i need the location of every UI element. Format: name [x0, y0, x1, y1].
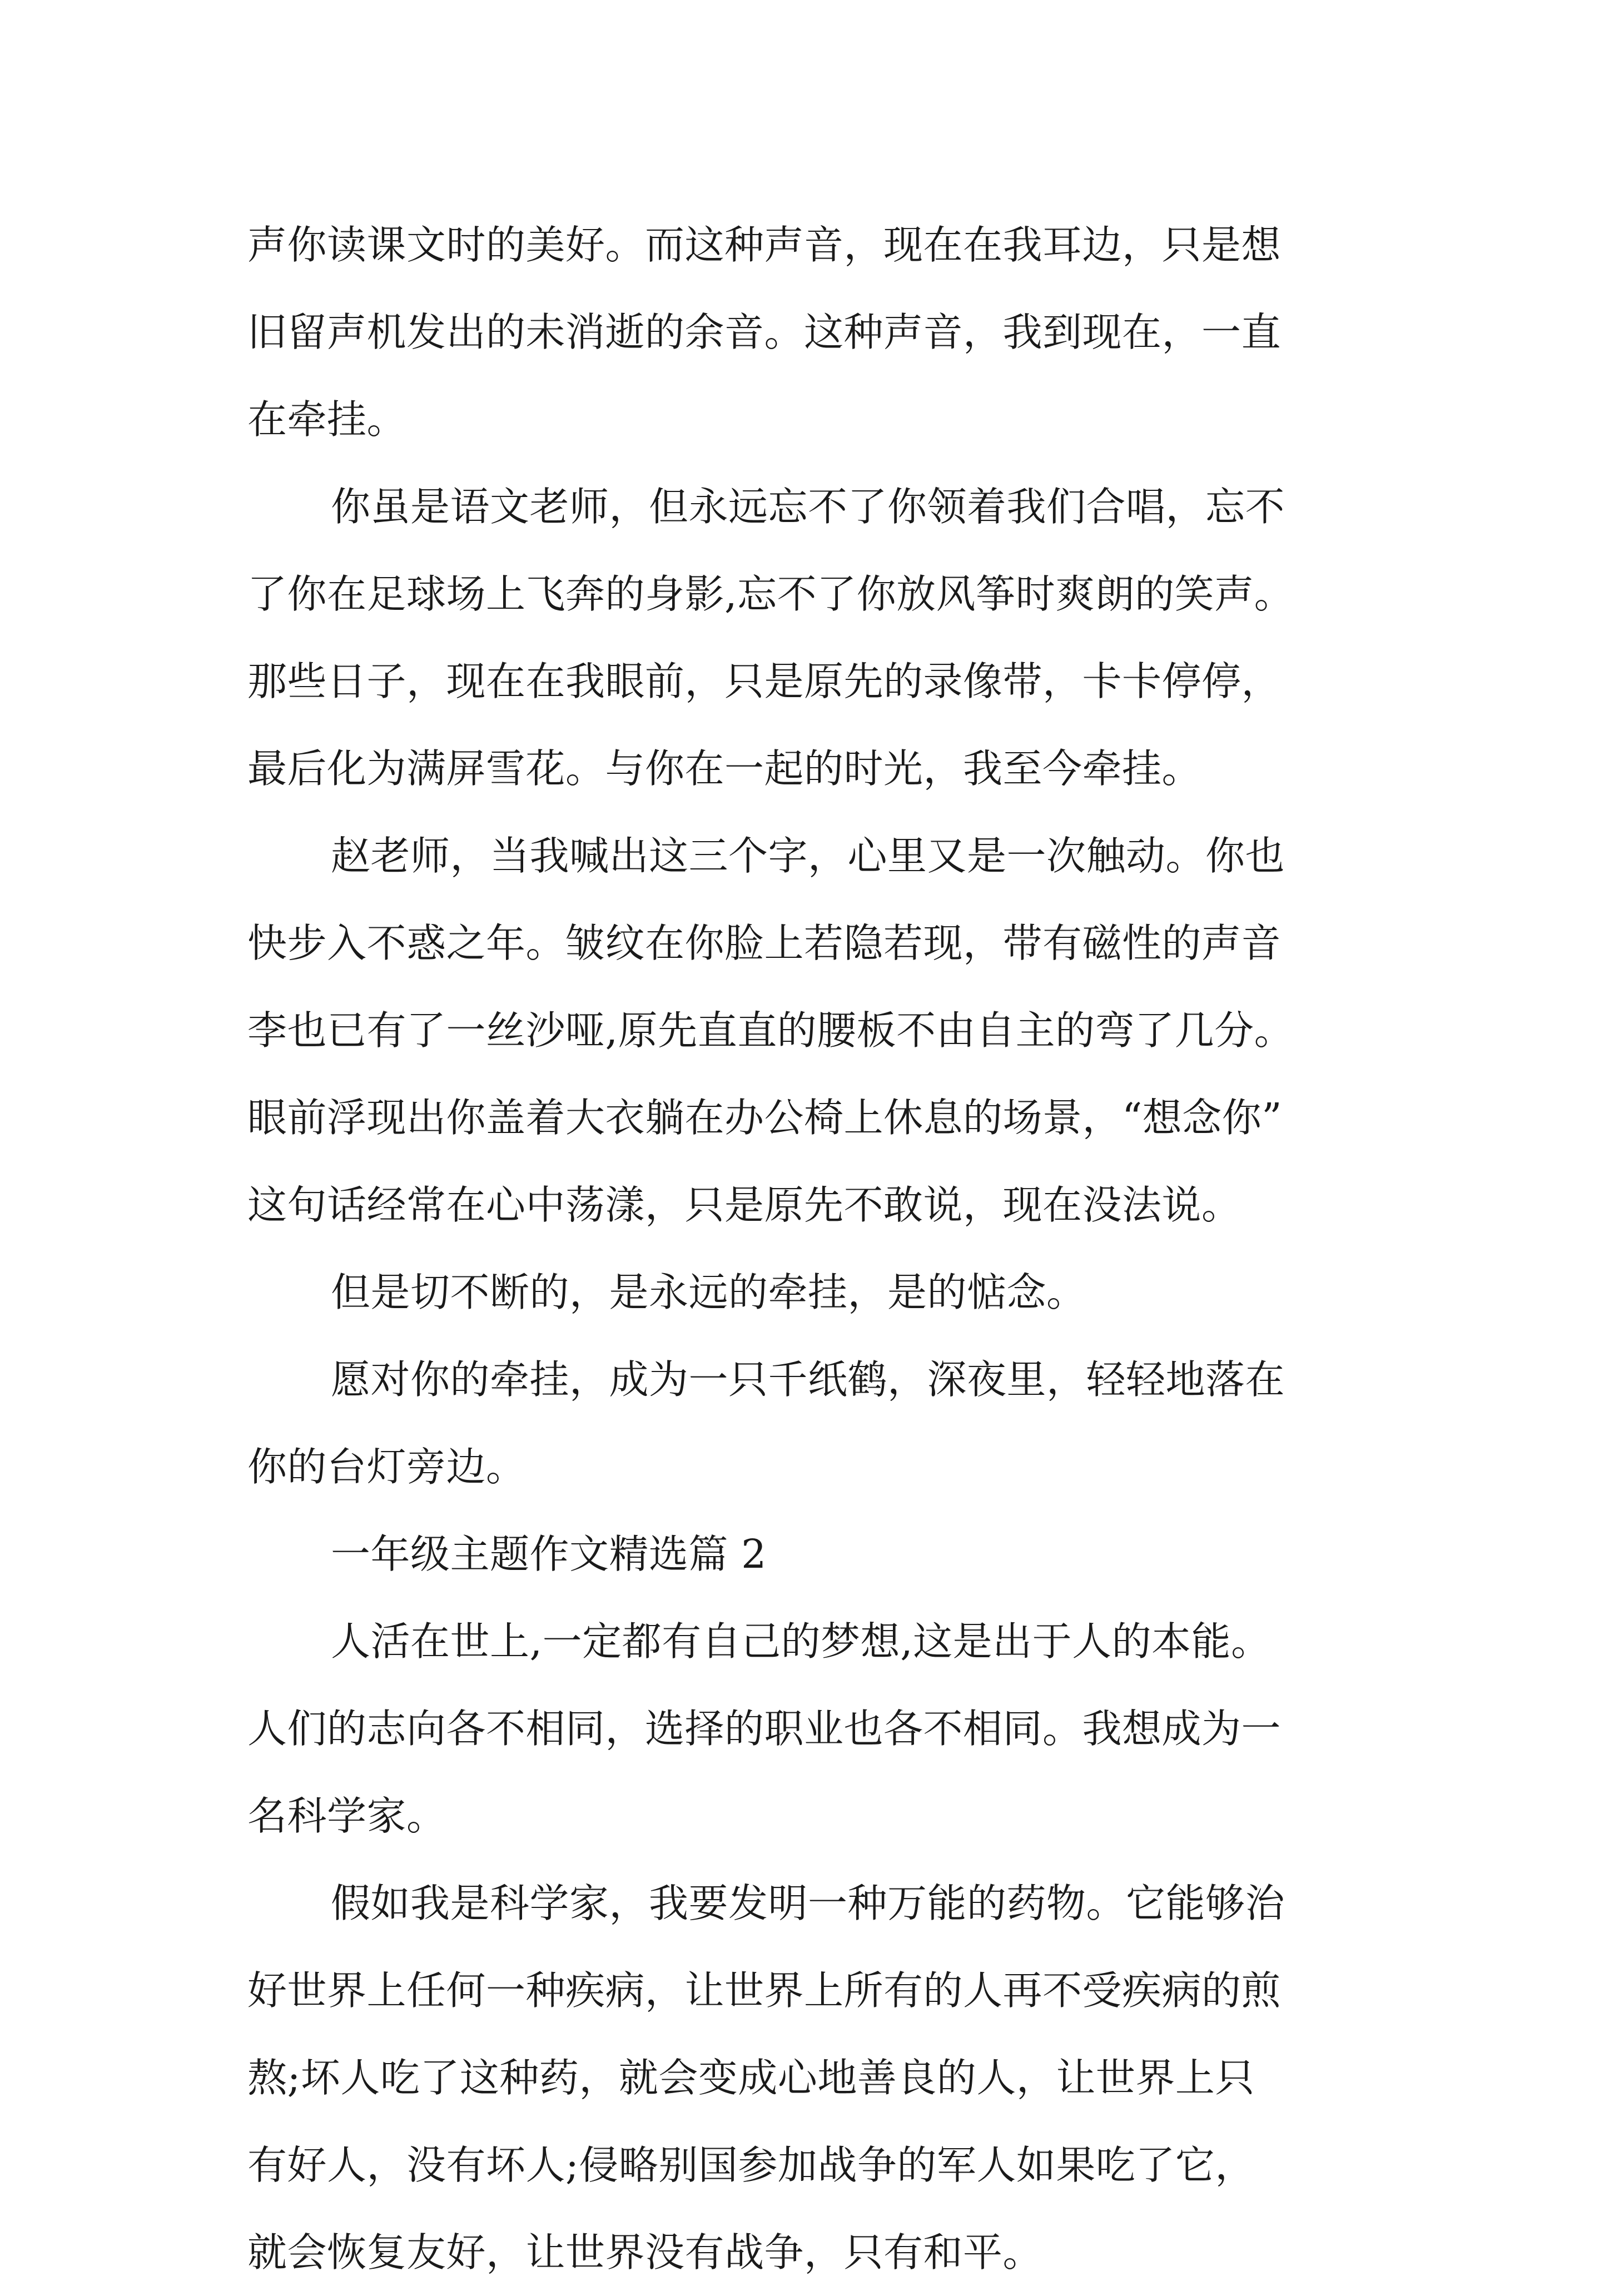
- text-line: 好世界上任何一种疾病，让世界上所有的人再不受疾病的煎: [247, 1967, 1282, 2014]
- text-line: 人活在世上,一定都有自己的梦想,这是出于人的本能。: [331, 1618, 1271, 1664]
- text-line: 李也已有了一丝沙哑,原先直直的腰板不由自主的弯了几分。: [247, 1007, 1294, 1053]
- text-line: 你虽是语文老师，但永远忘不了你领着我们合唱，忘不: [331, 484, 1285, 530]
- text-line: 你的台灯旁边。: [247, 1444, 526, 1490]
- text-line: 名科学家。: [247, 1793, 446, 1839]
- text-line: 那些日子，现在在我眼前，只是原先的录像带，卡卡停停，: [247, 658, 1282, 704]
- text-line: 了你在足球场上飞奔的身影,忘不了你放风筝时爽朗的笑声。: [247, 571, 1294, 617]
- text-line: 在牵挂。: [247, 396, 407, 443]
- text-line: 熬;坏人吃了这种药，就会变成心地善良的人，让世界上只: [247, 2055, 1255, 2101]
- text-line: 愿对你的牵挂，成为一只千纸鹤，深夜里，轻轻地落在: [331, 1356, 1285, 1403]
- text-line: 眼前浮现出你盖着大衣躺在办公椅上休息的场景，“想念你”: [247, 1095, 1283, 1141]
- text-line: 人们的志向各不相同，选择的职业也各不相同。我想成为一: [247, 1706, 1282, 1752]
- text-line: 假如我是科学家，我要发明一种万能的药物。它能够治: [331, 1880, 1285, 1926]
- text-line: 赵老师，当我喊出这三个字，心里又是一次触动。你也: [331, 833, 1285, 879]
- text-line: 声你读课文时的美好。而这种声音，现在在我耳边，只是想: [247, 222, 1282, 268]
- text-line: 一年级主题作文精选篇 2: [331, 1531, 767, 1577]
- text-line: 最后化为满屏雪花。与你在一起的时光，我至今牵挂。: [247, 746, 1202, 792]
- text-line: 有好人，没有坏人;侵略别国参加战争的军人如果吃了它，: [247, 2142, 1255, 2188]
- text-line: 就会恢复友好，让世界没有战争，只有和平。: [247, 2229, 1043, 2275]
- document-body: [247, 201, 1373, 2296]
- text-line: 但是切不断的，是永远的牵挂，是的惦念。: [331, 1269, 1086, 1315]
- text-line: 这句话经常在心中荡漾，只是原先不敢说，现在没法说。: [247, 1182, 1241, 1228]
- text-line: 快步入不惑之年。皱纹在你脸上若隐若现，带有磁性的声音: [247, 920, 1282, 966]
- text-line: 旧留声机发出的未消逝的余音。这种声音，我到现在，一直: [247, 309, 1282, 355]
